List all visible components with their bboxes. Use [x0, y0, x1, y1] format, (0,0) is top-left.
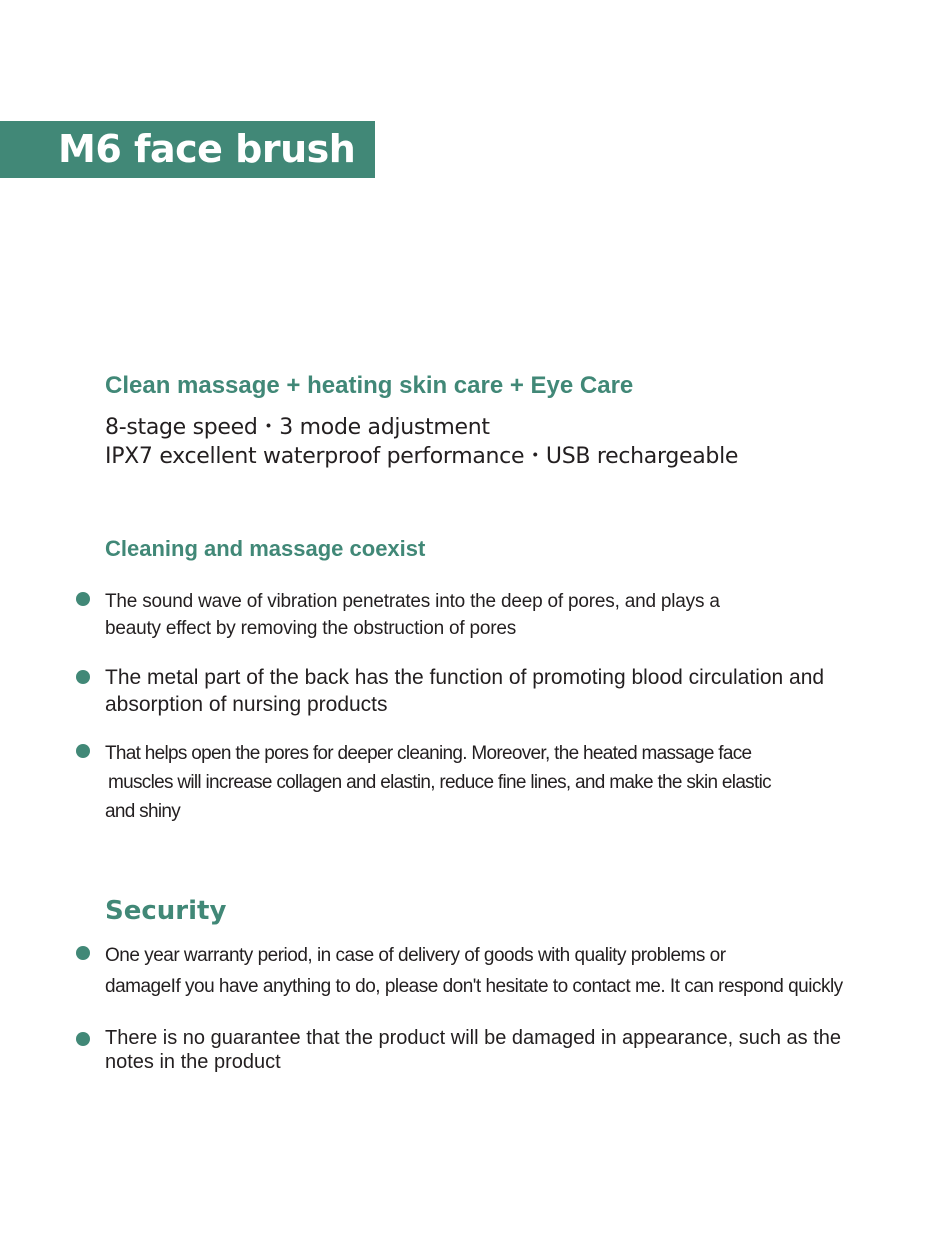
list-item-line: muscles will increase collagen and elastin, reduce fine lines, and make the skin elastic: [108, 772, 771, 793]
spec-line-waterproof: IPX7 excellent waterproof performance・USB rechargeable: [105, 444, 739, 469]
security-heading: Security: [105, 896, 227, 926]
features-heading: Clean massage + heating skin care + Eye Care: [105, 372, 634, 399]
list-item-line: The sound wave of vibration penetrates into the deep of pores, and plays a: [105, 591, 720, 612]
list-item-line: absorption of nursing products: [105, 693, 388, 716]
list-item-line: and shiny: [105, 801, 181, 822]
spec-line-speed: 8-stage speed・3 mode adjustment: [105, 415, 490, 440]
list-item-line: One year warranty period, in case of delivery of goods with quality problems or: [105, 945, 726, 966]
bullet-dot: [76, 670, 90, 684]
list-item-line: damageIf you have anything to do, please don't hesitate to contact me. It can respond quickly: [105, 976, 843, 997]
bullet-dot: [76, 592, 90, 606]
bullet-dot: [76, 946, 90, 960]
list-item: [105, 940, 843, 1002]
list-item-line: beauty effect by removing the obstruction of pores: [105, 618, 517, 639]
list-item: [105, 739, 771, 826]
list-item-line: There is no guarantee that the product will be damaged in appearance, such as the: [105, 1027, 842, 1049]
cleaning-heading: Cleaning and massage coexist: [105, 536, 426, 561]
list-item: [105, 588, 720, 642]
list-item: [105, 664, 824, 718]
page-title: M6 face brush: [58, 127, 356, 171]
bullet-dot: [76, 1032, 90, 1046]
bullet-dot: [76, 744, 90, 758]
list-item-line: That helps open the pores for deeper cleaning. Moreover, the heated massage face: [105, 743, 752, 764]
list-item-line: notes in the product: [105, 1051, 281, 1073]
list-item: [105, 1026, 841, 1074]
list-item-line: The metal part of the back has the function of promoting blood circulation and: [105, 666, 825, 689]
